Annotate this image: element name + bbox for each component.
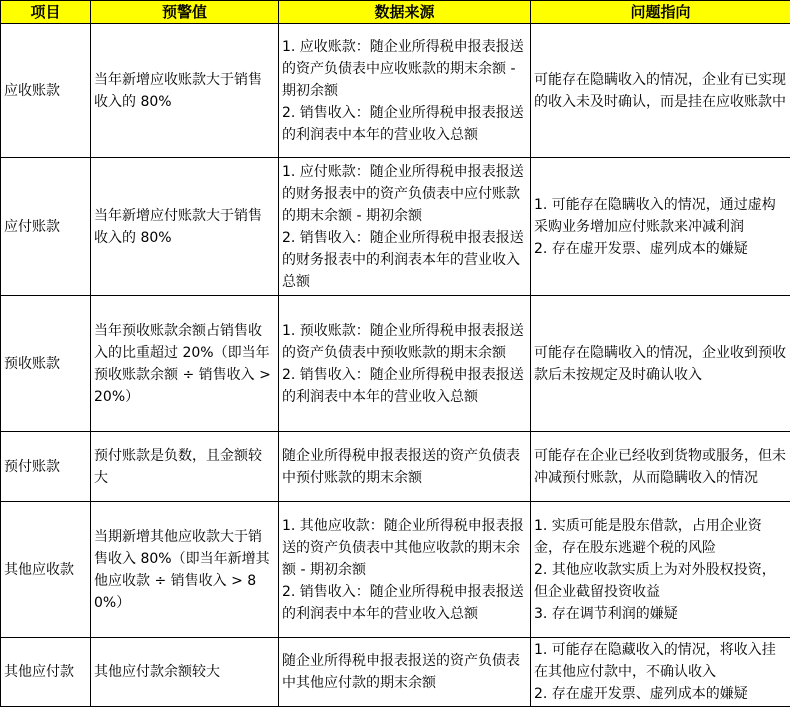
row-item: 其他应付款	[1, 638, 91, 707]
row-issue	[531, 432, 790, 502]
row-threshold: 预付账款是负数，且金额较大	[91, 432, 279, 502]
table-row	[1, 638, 790, 707]
header-source: 数据来源	[279, 1, 531, 24]
table-row	[1, 296, 790, 432]
row-item: 预收账款	[1, 296, 91, 432]
source-line: 2. 销售收入：随企业所得税申报表报送的财务报表中的利润表本年的营业收入总额	[282, 229, 524, 290]
source-line: 随企业所得税申报表报送的资产负债表中预付账款的期末余额	[282, 447, 520, 486]
source-line: 随企业所得税申报表报送的资产负债表中其他应付款的期末余额	[282, 653, 520, 691]
row-threshold: 当年新增应收账款大于销售收入的 80%	[91, 24, 279, 158]
issue-line: 2. 存在虚开发票、虚列成本的嫌疑	[534, 240, 748, 257]
issue-line: 可能存在企业已经收到货物或服务，但未冲减预付账款，从而隐瞒收入的情况	[534, 447, 786, 486]
source-line: 2. 销售收入：随企业所得税申报表报送的利润表中本年的营业收入总额	[282, 366, 524, 405]
source-line: 1. 预收账款：随企业所得税申报表报送的资产负债表中预收账款的期末余额	[282, 322, 524, 361]
table-header-row	[1, 1, 790, 24]
row-source	[279, 432, 531, 502]
row-source	[279, 638, 531, 707]
table-row	[1, 24, 790, 158]
row-threshold: 当期新增其他应收款大于销售收入 80%（即当年新增其他应收款 ÷ 销售收入 > 80%）	[91, 502, 279, 638]
row-item: 预付账款	[1, 432, 91, 502]
source-line: 2. 销售收入：随企业所得税申报表报送的利润表中本年的营业收入总额	[282, 583, 524, 622]
row-issue	[531, 158, 790, 296]
source-line: 2. 销售收入：随企业所得税申报表报送的利润表中本年的营业收入总额	[282, 104, 524, 143]
header-issue: 问题指向	[531, 1, 790, 24]
row-threshold: 当年新增应付账款大于销售收入的 80%	[91, 158, 279, 296]
row-source	[279, 158, 531, 296]
issue-line: 2. 存在虚开发票、虚列成本的嫌疑	[534, 686, 748, 702]
row-item: 应收账款	[1, 24, 91, 158]
table-row	[1, 158, 790, 296]
source-line: 1. 应收账款：随企业所得税申报表报送的资产负债表中应收账款的期末余额 - 期初余额	[282, 38, 524, 99]
issue-line: 1. 可能存在隐瞒收入的情况，通过虚构采购业务增加应付账款来冲减利润	[534, 196, 776, 235]
row-threshold: 其他应付款余额较大	[91, 638, 279, 707]
row-threshold: 当年预收账款余额占销售收入的比重超过 20%（即当年预收账款余额 ÷ 销售收入 > 20%）	[91, 296, 279, 432]
row-issue	[531, 24, 790, 158]
issue-line: 1. 可能存在隐藏收入的情况，将收入挂在其他应付款中，不确认收入	[534, 642, 776, 680]
issue-line: 可能存在隐瞒收入的情况，企业收到预收款后未按规定及时确认收入	[534, 344, 786, 383]
row-issue	[531, 296, 790, 432]
header-threshold: 预警值	[91, 1, 279, 24]
row-source	[279, 24, 531, 158]
source-line: 1. 其他应收款：随企业所得税申报表报送的资产负债表中其他应收款的期末余额 - 期初余额	[282, 517, 524, 578]
issue-line: 可能存在隐瞒收入的情况，企业有已实现的收入未及时确认，而是挂在应收账款中	[534, 71, 786, 110]
header-item: 项目	[1, 1, 91, 24]
row-issue	[531, 502, 790, 638]
row-item: 其他应收款	[1, 502, 91, 638]
issue-line: 1. 实质可能是股东借款，占用企业资金，存在股东逃避个税的风险	[534, 517, 762, 556]
source-line: 1. 应付账款：随企业所得税申报表报送的财务报表中的资产负债表中应付账款的期末余额 - 期初余额	[282, 163, 524, 224]
row-source	[279, 296, 531, 432]
row-issue	[531, 638, 790, 707]
row-source	[279, 502, 531, 638]
table-row	[1, 432, 790, 502]
row-item: 应付账款	[1, 158, 91, 296]
issue-line: 3. 存在调节利润的嫌疑	[534, 605, 678, 622]
issue-line: 2. 其他应收款实质上为对外股权投资，但企业截留投资收益	[534, 561, 776, 600]
table-row	[1, 502, 790, 638]
